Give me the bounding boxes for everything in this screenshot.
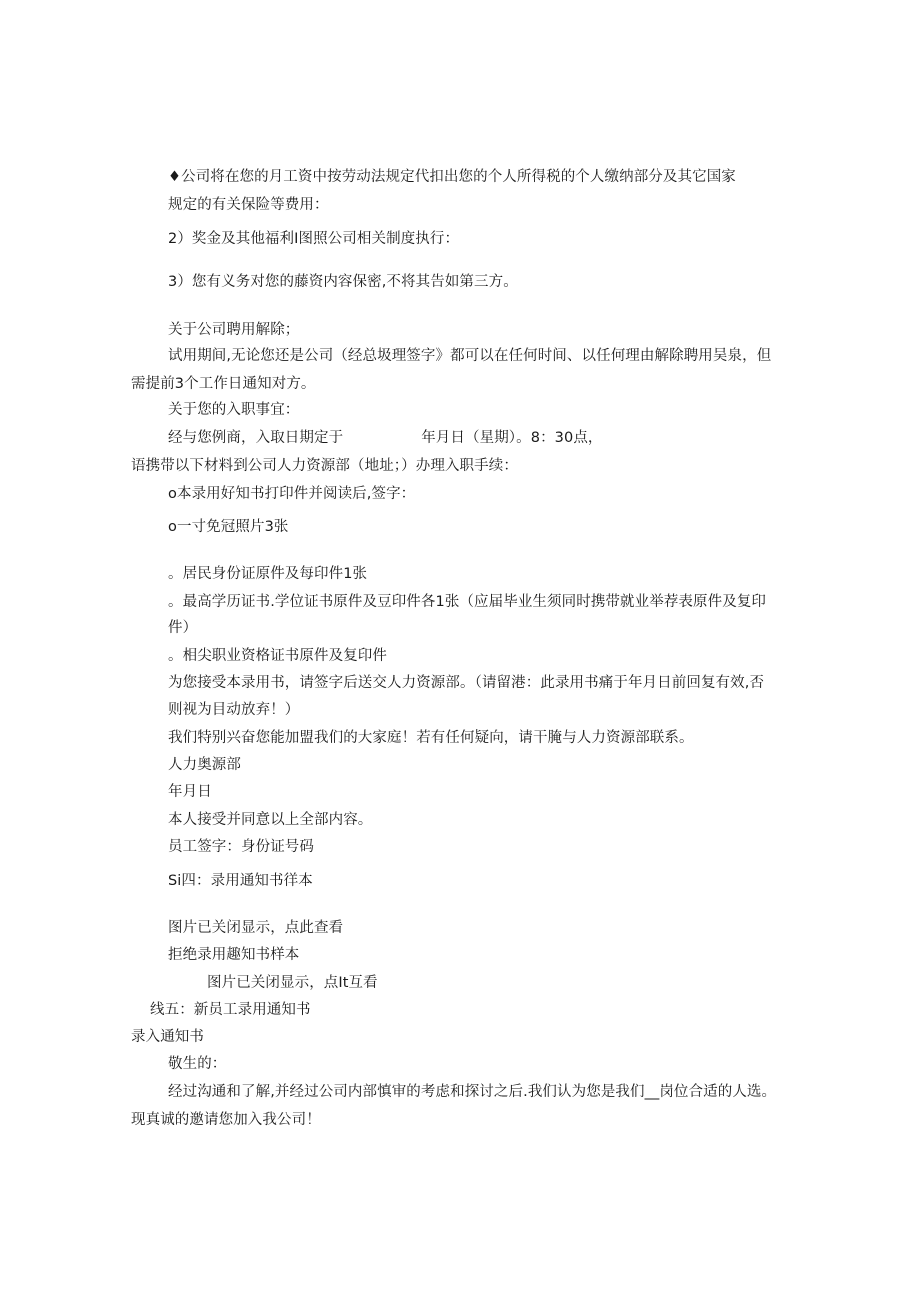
paragraph-bring-materials: 语携带以下材料到公司人力资源部（地址；）办理入职手续： (131, 458, 518, 474)
list-item-diploma: 。最高学历证书.学位证书原件及豆印件各1张（应届毕业生须同时携带就业举荐表原件及复印 (168, 594, 767, 610)
paragraph-probation: 试用期间,无论您还是公司（经总圾理签字》都可以在任何时间、以任何理由解除聘用吴泉，但 (168, 348, 772, 364)
paragraph-sign-return: 为您接受本录用书，请签字后送交人力资源部。（请留港：此录用书痛于年月日前回复有效,否 (168, 675, 765, 691)
signature-date: 年月日 (168, 784, 212, 800)
image-hidden-link-1[interactable]: 图片已关闭显示，点此查看 (168, 920, 344, 936)
paragraph-start-date (168, 428, 603, 448)
section-heading-sample-5: 线五：新员工录用通知书 (150, 1002, 311, 1018)
letter-body: 经过沟通和了解,并经过公司内部慎审的考虑和探讨之后.我们认为您是我们__岗位合适的人选。 (168, 1084, 777, 1100)
list-item-diploma-cont: 件） (168, 620, 198, 636)
heading-rejection-sample: 拒绝录用趣知书样本 (168, 947, 300, 963)
signature-department: 人力奥源部 (168, 757, 241, 773)
paragraph-insurance-fees: 规定的有关保险等费用： (168, 197, 329, 213)
paragraph-accept: 本人接受并同意以上全部内容。 (168, 812, 373, 828)
section-heading-sample-4: Si四：录用通知书徉本 (168, 873, 313, 889)
paragraph-salary-confidential: 3）您有义务对您的藤资内容保密,不将其告如第三方。 (168, 274, 518, 290)
list-item-offer-letter: o本录用好知书打印件并阅读后,签字： (168, 486, 416, 502)
paragraph-tax-deduction: ♦公司将在您的月工资中按劳动法规定代扣出您的个人所得税的个人缴纳部分及其它国家 (168, 169, 736, 185)
start-date-label: 经与您例商，入取日期定于 (168, 430, 344, 446)
paragraph-probation-cont: 需提前3个工作日通知对方。 (131, 376, 316, 392)
heading-onboarding: 关于您的入职事宜： (168, 402, 300, 418)
letter-body-cont: 现真诚的邀请您加入我公司！ (131, 1112, 321, 1128)
paragraph-bonus: 2）奖金及其他福利I图照公司相关制度执行： (168, 231, 460, 247)
employee-signature-line: 员工签字：身份证号码 (168, 839, 314, 855)
image-hidden-link-2[interactable]: 图片已关闭显示，点It互看 (207, 975, 378, 991)
paragraph-welcome: 我们特别兴奋您能加盟我们的大家庭！若有任何疑向，请干腌与人力资源部联系。 (168, 730, 694, 746)
paragraph-sign-return-cont: 则视为目动放弃！） (168, 702, 300, 718)
list-item-certificates: 。相尖职业资格证书原件及复印件 (168, 648, 387, 664)
letter-title: 录入通知书 (131, 1029, 204, 1045)
letter-salutation: 敬生的： (168, 1056, 227, 1072)
list-item-photos: o一寸免冠照片3张 (168, 519, 289, 535)
list-item-id-card: 。居民身份证原件及每印件1张 (168, 566, 368, 582)
start-date-value: 年月日（星期）。8：30点， (421, 430, 603, 446)
heading-termination: 关于公司聘用解除； (168, 322, 300, 338)
